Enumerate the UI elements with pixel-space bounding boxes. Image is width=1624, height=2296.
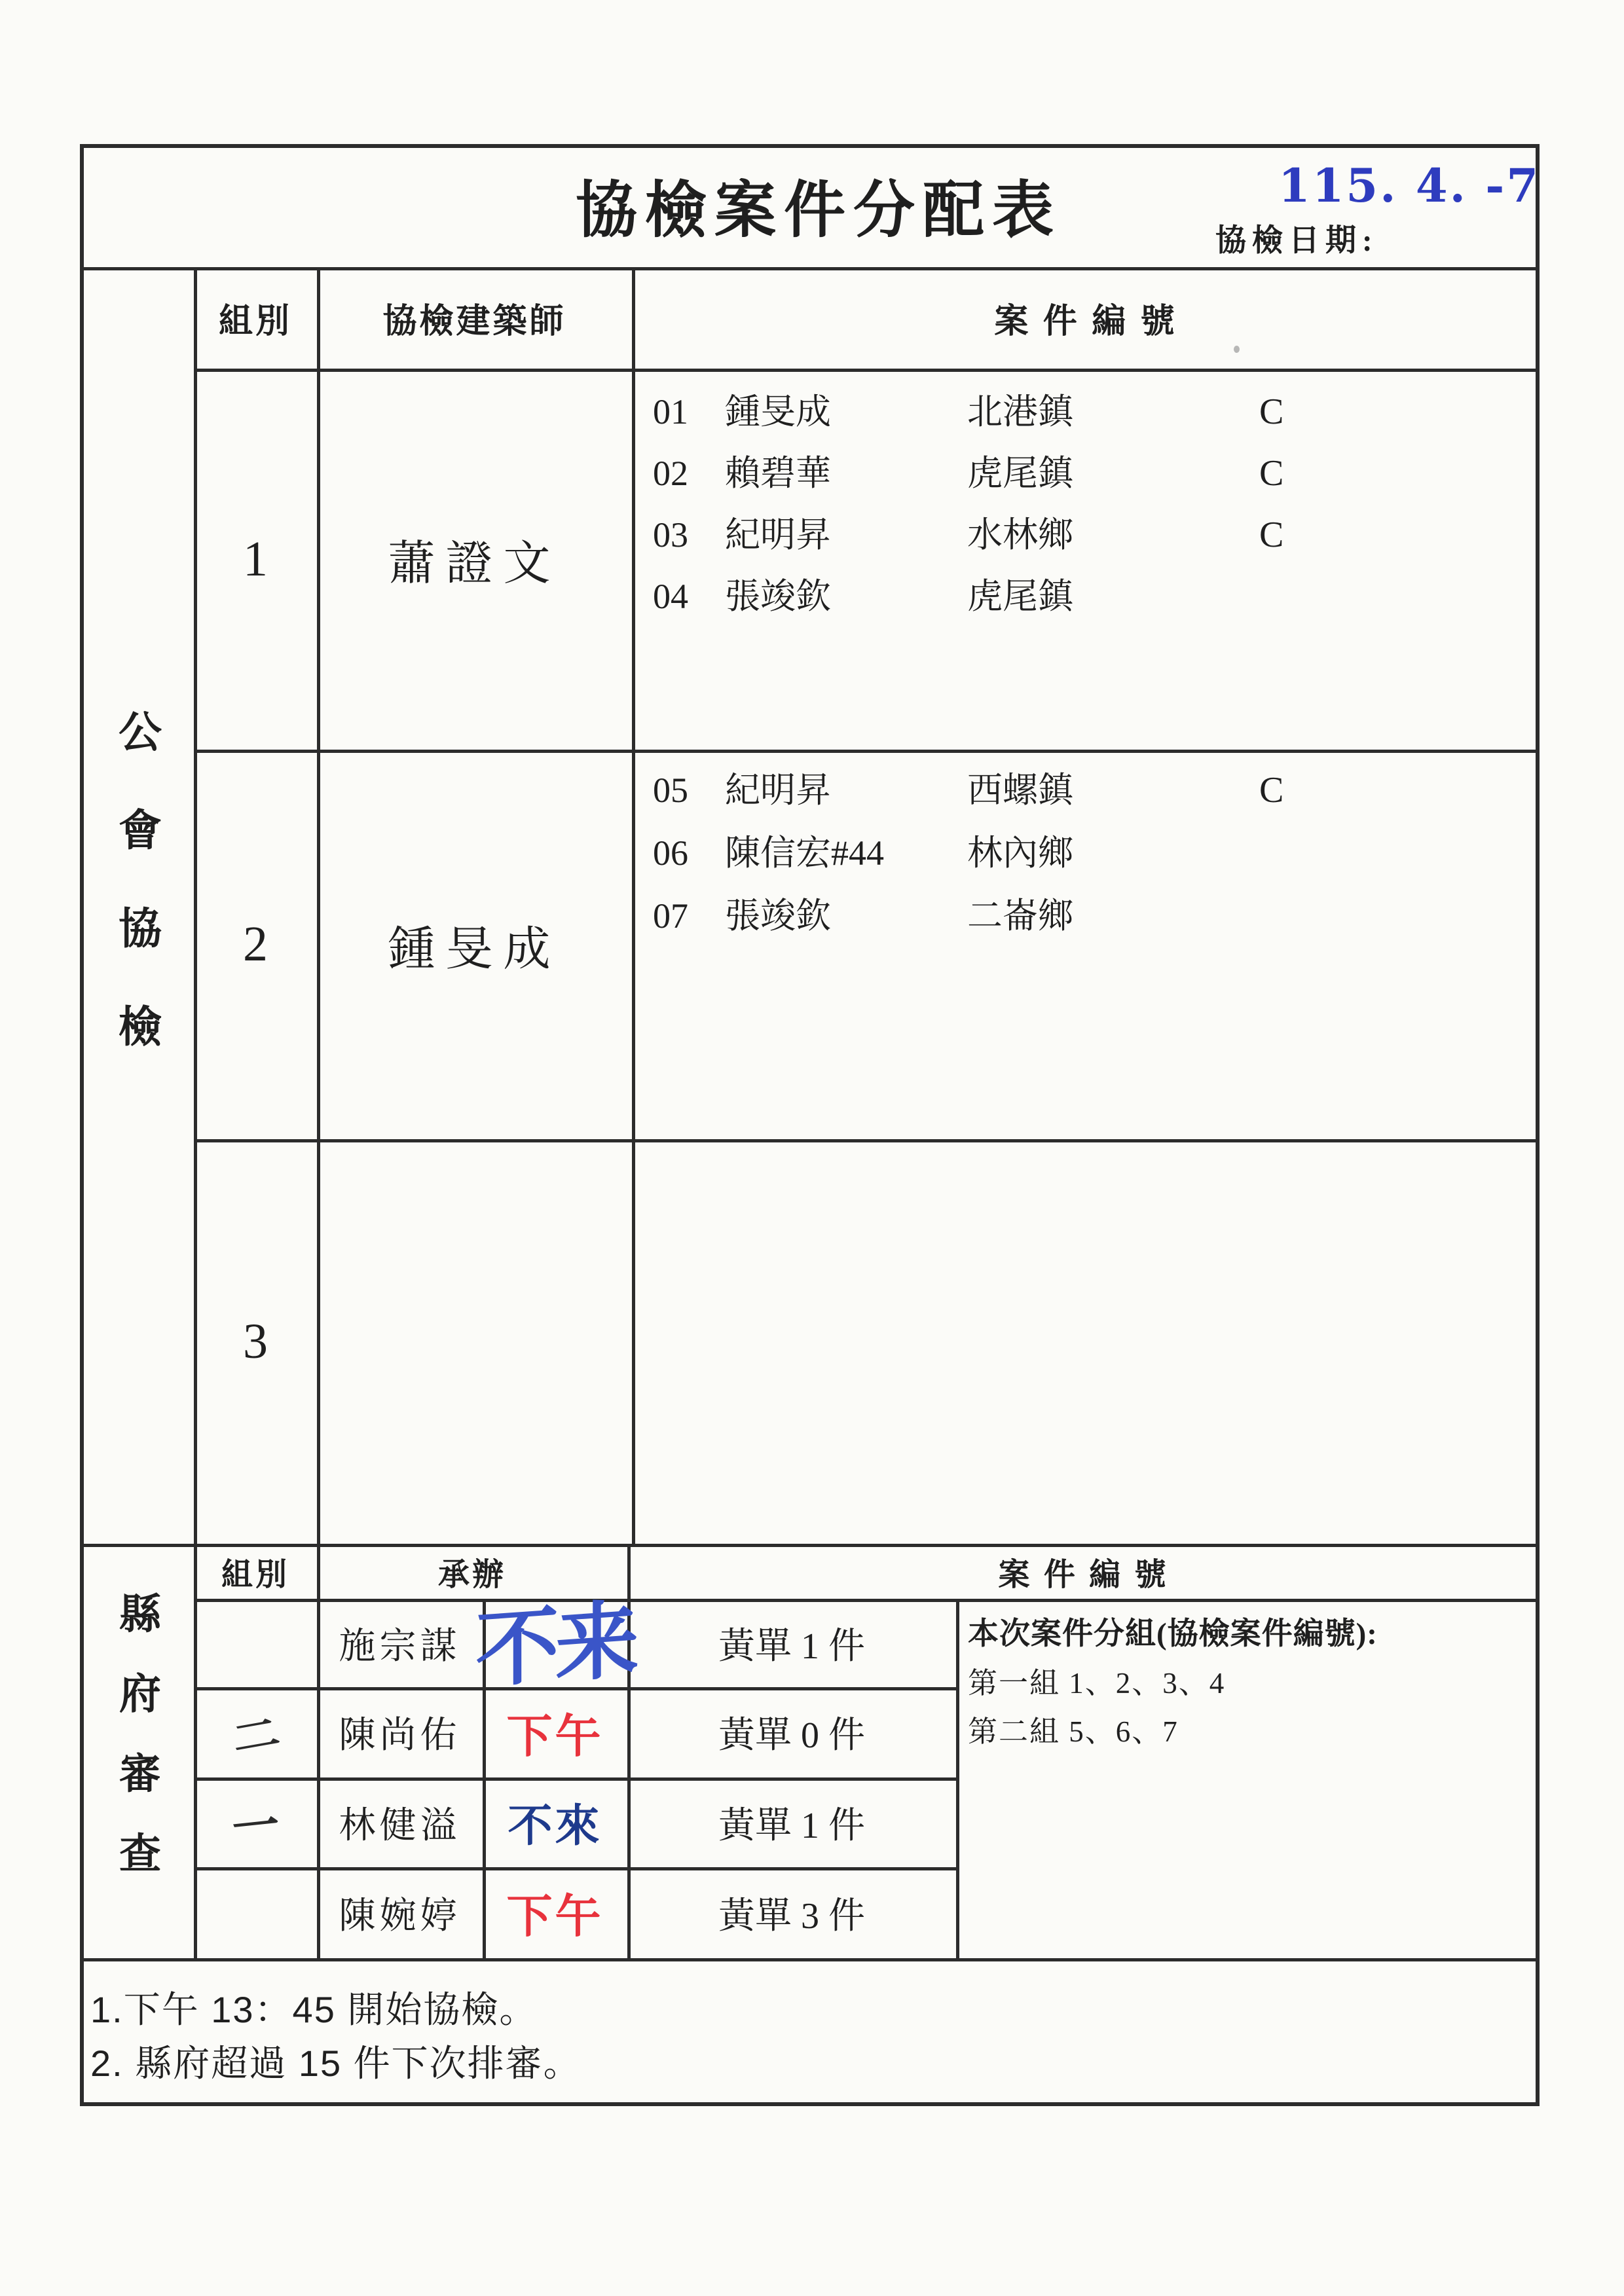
grid-line (80, 1958, 1540, 1961)
case-grouping-notes-box (956, 1599, 1540, 1958)
scan-speck (1234, 346, 1240, 353)
case-name: 陳信宏#44 (725, 833, 884, 873)
group-mark-handwritten: 二 (229, 1711, 283, 1761)
yellow-slip-count: 黃單 1 件 (718, 1626, 865, 1667)
case-row (632, 572, 1540, 621)
case-row (632, 449, 1540, 498)
sidebar-association-inspection (80, 267, 194, 1544)
case-name: 張竣欽 (725, 577, 831, 616)
handler-name: 陳尚佑 (339, 1715, 461, 1756)
case-number: 07 (653, 896, 688, 936)
case-row (632, 388, 1540, 436)
case-number: 05 (653, 771, 688, 810)
case-number: 03 (653, 515, 688, 555)
case-mark: C (1259, 453, 1284, 494)
case-name: 鍾旻成 (725, 392, 831, 431)
footer-note-2: 2. 縣府超過 15 件下次排審。 (90, 2043, 581, 2084)
case-row (632, 892, 1540, 940)
attendance-status-text: 不來 (507, 1801, 602, 1851)
attendance-status-text: 下午 (506, 1710, 604, 1762)
handler-name: 施宗謀 (339, 1626, 461, 1667)
review-row-group (194, 1867, 317, 1958)
notes-group-1-line: 第一組 1、2、3、4 (968, 1667, 1226, 1700)
group-1-architect: 蕭證文 (388, 538, 561, 590)
footer-note-1: 1.下午 13：45 開始協檢。 (90, 1989, 538, 2030)
attendance-status (483, 1867, 627, 1958)
notes-group-2-line: 第二組 5、6、7 (968, 1715, 1179, 1748)
yellow-slip-count: 黃單 0 件 (718, 1715, 865, 1756)
case-number: 02 (653, 454, 688, 493)
case-number: 06 (653, 833, 688, 873)
case-mark: C (1259, 770, 1284, 811)
case-number: 04 (653, 577, 688, 616)
main-header-case-no: 案 件 編 號 (994, 302, 1177, 340)
inspection-date-label: 協檢日期: (1215, 224, 1378, 258)
case-name: 賴碧華 (725, 454, 831, 493)
handler-name: 陳婉婷 (339, 1895, 461, 1937)
main-header-group: 組別 (218, 302, 292, 340)
attendance-status-text: 不来 (475, 1594, 635, 1698)
page-title: 協檢案件分配表 (575, 175, 1061, 244)
case-town: 虎尾鎮 (967, 577, 1073, 616)
case-town: 水林鄉 (967, 515, 1073, 555)
case-town: 虎尾鎮 (967, 454, 1073, 493)
bottom-header-case-no: 案 件 編 號 (998, 1557, 1169, 1592)
case-town: 西螺鎮 (967, 771, 1073, 810)
case-mark: C (1259, 392, 1284, 432)
attendance-status-text: 下午 (506, 1891, 604, 1942)
case-mark: C (1259, 515, 1284, 555)
group-2-architect: 鍾旻成 (388, 922, 561, 975)
case-row (632, 766, 1540, 814)
group-1-number: 1 (243, 531, 268, 587)
review-row-group (194, 1687, 317, 1777)
review-row-group (194, 1777, 317, 1867)
case-town: 二崙鄉 (967, 896, 1073, 936)
case-number: 01 (653, 392, 688, 431)
stamp-date: 115. 4. -7 (1278, 158, 1541, 213)
main-header-architect: 協檢建築師 (382, 302, 566, 340)
bottom-header-handler: 承辦 (437, 1557, 506, 1592)
case-name: 紀明昇 (725, 771, 831, 810)
group-3-architect (317, 1139, 632, 1544)
sidebar-county-review (80, 1544, 194, 1958)
review-row-group (194, 1599, 317, 1687)
group-2-number: 2 (243, 917, 268, 972)
notes-title: 本次案件分組(協檢案件編號): (968, 1617, 1378, 1651)
handler-name: 林健溢 (339, 1805, 461, 1846)
bottom-header-group: 組別 (221, 1557, 289, 1592)
case-name: 張竣欽 (725, 896, 831, 936)
yellow-slip-count: 黃單 1 件 (718, 1805, 865, 1846)
group-mark-handwritten: 一 (229, 1798, 282, 1856)
yellow-slip-count: 黃單 3 件 (718, 1895, 865, 1937)
case-town: 林內鄉 (967, 833, 1073, 873)
case-name: 紀明昇 (725, 515, 831, 555)
sidebar-association-label: 公會協檢 (112, 709, 161, 1102)
attendance-status (475, 1579, 635, 1698)
attendance-status (483, 1687, 627, 1777)
case-row (632, 511, 1540, 559)
case-row (632, 829, 1540, 877)
case-town: 北港鎮 (967, 392, 1073, 431)
group-3-number: 3 (243, 1313, 268, 1369)
attendance-status (483, 1777, 627, 1867)
sidebar-county-label: 縣府審查 (113, 1591, 160, 1911)
